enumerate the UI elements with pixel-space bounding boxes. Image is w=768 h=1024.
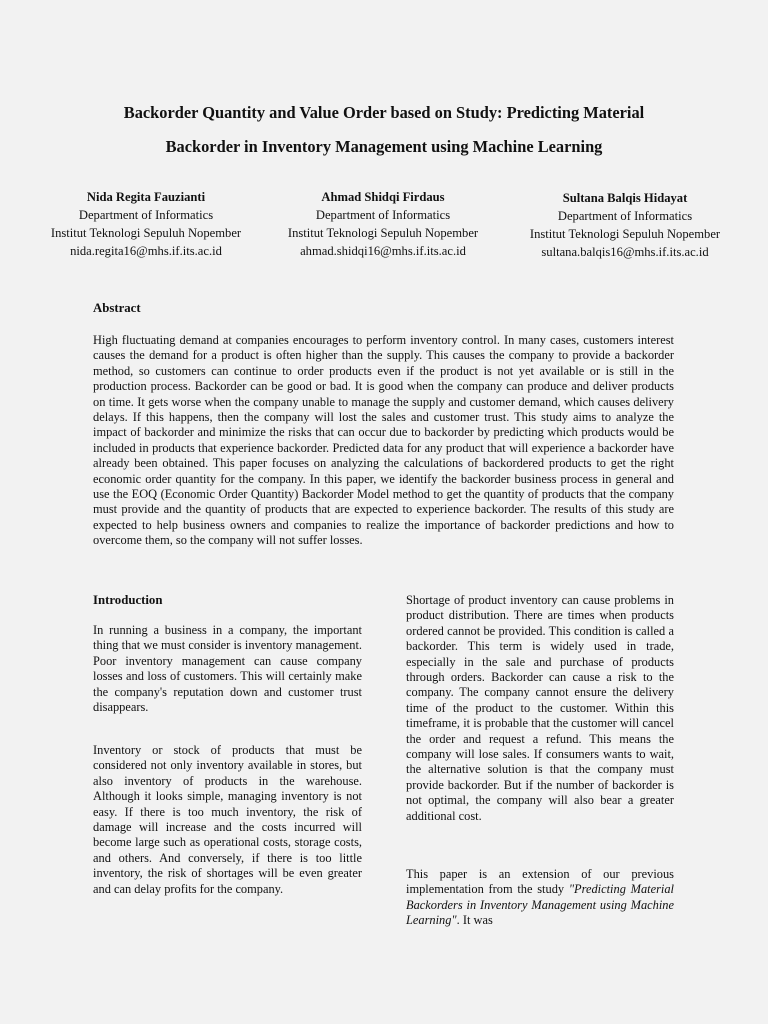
author-name: Nida Regita Fauzianti	[86, 190, 206, 204]
intro-left-paragraph-2: Inventory or stock of products that must be considered not only inventory available in stores, but also inventory of products in the warehouse. Although it looks simple, managing inventory is not easy. If there is too much inventory, the risk of damage will increase and the costs incurred will become large such as operational costs, storage costs, and others. And conversely, if there is too little inventory, the risk of shortages will be even greater and can delay profits for the company.	[93, 743, 362, 896]
introduction-heading: Introduction	[93, 593, 163, 607]
intro-left-paragraph-1: In running a business in a company, the important thing that we must consider is inventory management. Poor inventory management can cause company losses and loss of customers. This will certainly make the company's reputation down and customer trust disappears.	[93, 623, 362, 715]
author-name: Sultana Balqis Hidayat	[562, 191, 688, 205]
author-email: sultana.balqis16@mhs.if.its.ac.id	[541, 245, 709, 259]
author-department: Department of Informatics	[78, 208, 214, 222]
author-email: nida.regita16@mhs.if.its.ac.id	[70, 244, 222, 258]
author-institution: Institut Teknologi Sepuluh Nopember	[50, 226, 242, 240]
author-department: Department of Informatics	[557, 209, 693, 223]
intro-right-paragraph-2	[406, 867, 674, 929]
author-block-1	[21, 188, 271, 260]
intro-right-p2-text: This paper is an extension of our previous implementation from the study	[406, 867, 674, 897]
author-block-3	[500, 189, 750, 261]
paper-title	[40, 96, 728, 164]
author-name: Ahmad Shidqi Firdaus	[321, 190, 445, 204]
author-institution: Institut Teknologi Sepuluh Nopember	[287, 226, 479, 240]
author-department: Department of Informatics	[315, 208, 451, 222]
intro-right-paragraph-1: Shortage of product inventory can cause problems in product distribution. There are times when products ordered cannot be provided. This condition is called a backorder. This term is widely used in trade, especially in the sale and purchase of products through orders. Backorder can cause a risk to the company. The company cannot ensure the delivery time of the product to the customer. Within this timeframe, it is probable that the customer will cancel the order and request a refund. This means the company will lose sales. If consumers wants to wait, the alternative solution is that the company must provide backorder. But if the number of backorder is not optimal, the company will also bear a greater additional cost.	[406, 593, 674, 823]
paper-title-line-1: Backorder Quantity and Value Order based on Study: Predicting Material	[123, 103, 645, 122]
intro-right-p2-tail: . It was	[456, 913, 493, 928]
author-institution: Institut Teknologi Sepuluh Nopember	[529, 227, 721, 241]
author-email: ahmad.shidqi16@mhs.if.its.ac.id	[300, 244, 466, 258]
paper-title-line-2: Backorder in Inventory Management using Machine Learning	[165, 137, 603, 156]
cited-study-title: "Predicting Material Backorders in Inventory Management using Machine Learning"	[406, 882, 674, 928]
author-block-2	[258, 188, 508, 260]
abstract-heading: Abstract	[93, 301, 141, 315]
abstract-text: High fluctuating demand at companies encourages to perform inventory control. In many cases, customers interest causes the demand for a product is often higher than the supply. This causes the company to provide a backorder method, so customers can continue to order products even if the product is not yet available or is still in the production process. Backorder can be good or bad. It is good when the company can produce and deliver products on time. It gets worse when the company unable to manage the supply and customer demand, which causes delivery delays. If this happens, then the company will lost the sales and customer trust. This study aims to analyze the impact of backorder and minimize the risks that can occur due to backorder by predicting which products would be included in products that experience backorder. Predicted data for any product that will experience a backorder have already been obtained. This paper focuses on analyzing the calculations of backordered products to get the right economic order quantity for the company. In this paper, we identify the backorder business process in general and use the EOQ (Economic Order Quantity) Backorder Model method to get the quantity of products that the company must provide and the quantity of products that are expected to experience backorder. The results of this study are expected to help business owners and companies to realize the importance of backorder predictions and how to overcome them, so the company will not suffer losses.	[93, 333, 674, 548]
